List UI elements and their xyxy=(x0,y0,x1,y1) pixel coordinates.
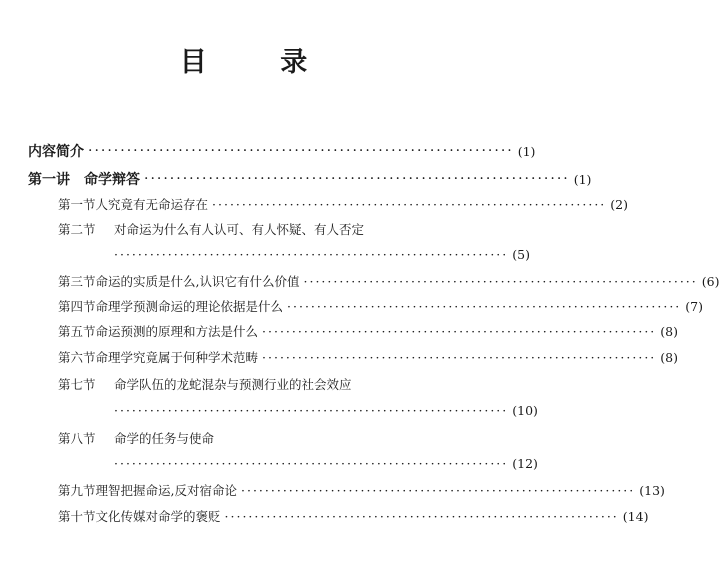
toc-page-number: (10) xyxy=(512,402,538,418)
toc-page-number: (5) xyxy=(512,246,530,262)
toc-section-number: 第五节 xyxy=(58,324,96,339)
toc-section-number: 第六节 xyxy=(58,350,96,365)
toc-entry-label: 内容简介 xyxy=(28,144,84,160)
toc-leader-dots: ·································································· xyxy=(114,402,509,418)
toc-leader-dots: ·································································· xyxy=(287,298,682,314)
toc-section-number: 第八节 xyxy=(58,431,96,446)
toc-entry-section-6[interactable] xyxy=(58,346,678,368)
toc-leader-dots: ·································································· xyxy=(212,196,607,212)
toc-leader-dots: ·································································· xyxy=(241,482,636,498)
toc-entry-label: 对命运为什么有人认可、有人怀疑、有人否定 xyxy=(114,222,365,237)
toc-entry-section-7-page-line xyxy=(114,399,538,421)
toc-page-number: (13) xyxy=(639,482,665,498)
toc-page-number: (8) xyxy=(660,323,678,339)
toc-page-number: (7) xyxy=(685,298,703,314)
toc-page-number: (8) xyxy=(660,349,678,365)
toc-entry-section-8[interactable] xyxy=(58,427,425,449)
toc-entry-label: 命学的任务与使命 xyxy=(114,431,215,446)
toc-entry-label: 命运预测的原理和方法是什么 xyxy=(95,324,259,339)
toc-section-number: 第一节 xyxy=(58,197,96,212)
toc-section-number: 第九节 xyxy=(58,483,96,498)
toc-entry-section-8-page-line xyxy=(114,452,538,474)
toc-section-number: 第三节 xyxy=(58,274,96,289)
toc-entry-lecture-1[interactable] xyxy=(28,168,592,190)
toc-entry-label: 文化传媒对命学的褒贬 xyxy=(95,509,221,524)
toc-entry-label: 命理学究竟属于何种学术范畴 xyxy=(95,350,259,365)
toc-entry-section-5[interactable] xyxy=(58,320,678,342)
toc-entry-section-1[interactable] xyxy=(58,193,628,215)
toc-section-number: 第四节 xyxy=(58,299,96,314)
toc-entry-section-2[interactable] xyxy=(58,218,425,240)
toc-entry-section-2-page-line xyxy=(114,243,530,265)
toc-entry-label: 命学队伍的龙蛇混杂与预测行业的社会效应 xyxy=(114,377,352,392)
toc-entry-label: 理智把握命运,反对宿命论 xyxy=(95,483,237,498)
toc-page-number: (2) xyxy=(610,196,628,212)
toc-entry-intro[interactable] xyxy=(28,140,536,162)
toc-leader-dots: ·································································· xyxy=(88,143,514,159)
toc-entry-section-7[interactable] xyxy=(58,373,425,395)
toc-section-number: 第十节 xyxy=(58,509,96,524)
toc-entry-label: 命运的实质是什么,认识它有什么价值 xyxy=(95,274,300,289)
toc-leader-dots: ·································································· xyxy=(114,246,509,262)
page-title: 目 录 xyxy=(179,47,340,78)
toc-leader-dots: ·································································· xyxy=(262,349,657,365)
toc-page-number: (1) xyxy=(573,171,592,187)
toc-entry-section-10[interactable] xyxy=(58,505,649,527)
toc-page-number: (12) xyxy=(512,455,538,471)
toc-entry-section-9[interactable] xyxy=(58,479,665,501)
toc-page-number: (14) xyxy=(622,508,649,524)
toc-entry-section-3[interactable] xyxy=(58,270,719,292)
toc-entry-label: 第一讲 命学辩答 xyxy=(28,172,140,188)
toc-entry-section-4[interactable] xyxy=(58,295,703,317)
toc-leader-dots: ·································································· xyxy=(303,273,698,289)
toc-entry-label: 命理学预测命运的理论依据是什么 xyxy=(95,299,284,314)
toc-section-number: 第二节 xyxy=(58,222,96,237)
toc-page-number: (1) xyxy=(517,143,536,159)
toc-leader-dots: ·································································· xyxy=(262,323,657,339)
toc-leader-dots: ·································································· xyxy=(114,455,509,471)
toc-leader-dots: ·································································· xyxy=(224,508,619,524)
toc-section-number: 第七节 xyxy=(58,377,96,392)
toc-page-number: (6) xyxy=(701,273,719,289)
toc-entry-label: 人究竟有无命运存在 xyxy=(95,197,209,212)
toc-leader-dots: ·································································· xyxy=(144,171,570,187)
